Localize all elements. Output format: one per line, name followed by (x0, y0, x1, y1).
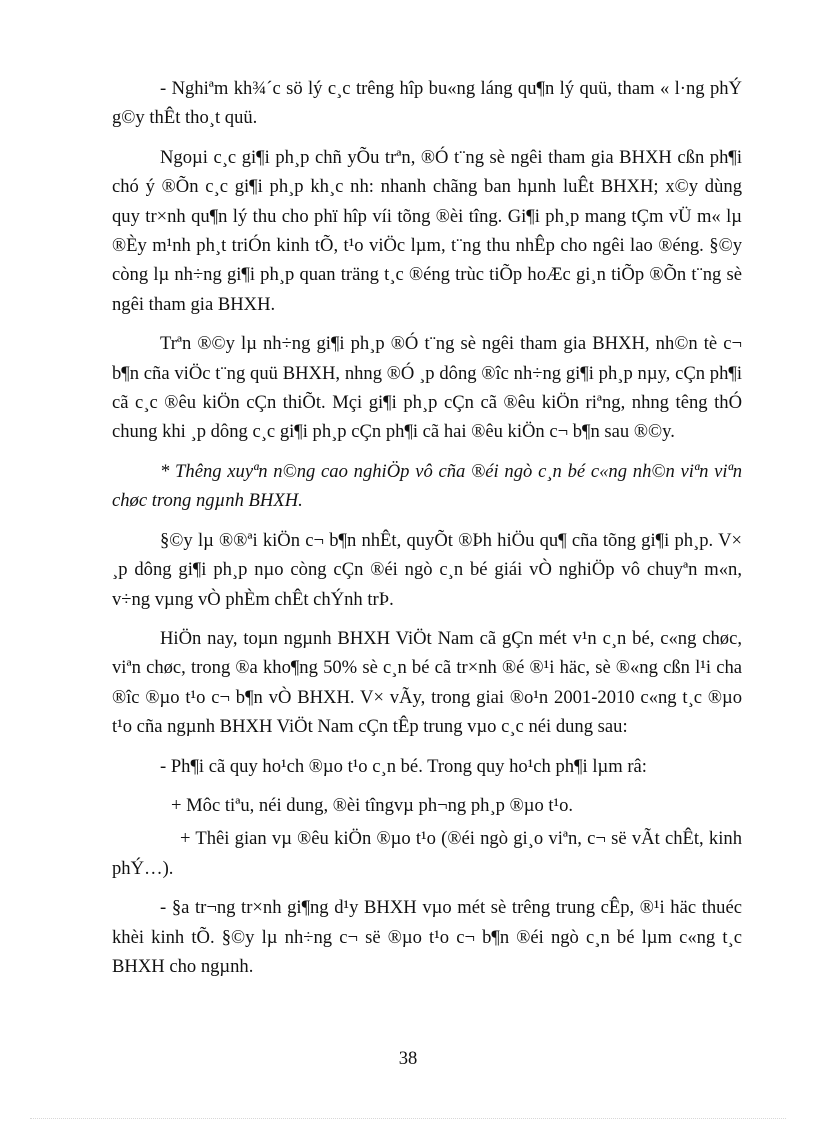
sub-item-1: + Môc tiªu, néi dung, ®èi tîngvµ ph¬ng ph¸p ®µo t¹o. (171, 794, 574, 816)
paragraph-1: - Nghiªm kh¾´c sö lý c¸c trêng hîp bu«ng láng qu¶n lý quü, tham « l·ng phÝ g©y thÊt tho¸t quü. (112, 78, 742, 129)
body-text (112, 74, 742, 991)
paragraph-5: §©y lµ ®®ªi kiÖn c¬ b¶n nhÊt, quyÕt ®Þh hiÖu qu¶ cña tõng gi¶i ph¸p. V× ¸p dông gi¶i ph¸p nµo còng cÇn ®éi ngò c¸n bé giái vÒ nghiÖp vô chuyªn m«n, v÷ng vµng vÒ phÈm chÊt chÝnh trÞ. (112, 529, 742, 610)
paragraph-7: - Ph¶i cã quy ho¹ch ®µo t¹o c¸n bé. Trong quy ho¹ch ph¶i lµm râ: (160, 755, 647, 777)
paragraph-3: Trªn ®©y lµ nh÷ng gi¶i ph¸p ®Ó t¨ng sè ngêi tham gia BHXH, nh©n tè c¬ b¶n cña viÖc t¨ng quü BHXH, nhng ®Ó ¸p dông ®îc nh÷ng gi¶i ph¸p nµy, cÇn ph¶i cã c¸c ®êu kiÖn cÇn thiÕt. Mçi gi¶i ph¸p cÇn cã ®êu kiÖn riªng, nhng têng thÓ chung khi ¸p dông c¸c gi¶i ph¸p cÇn ph¶i cã hai ®êu kiÖn c¬ b¶n sau ®©y. (112, 333, 742, 443)
page-number: 38 (398, 1048, 418, 1069)
paragraph-2: Ngoµi c¸c gi¶i ph¸p chñ yÕu trªn, ®Ó t¨ng sè ngêi tham gia BHXH cßn ph¶i chó ý ®Õn c¸c gi¶i ph¸p kh¸c nh: nhanh chãng ban hµnh luÊt BHXH; x©y dùng quy tr×nh qu¶n lý thu cho phï hîp víi tõng ®èi tîng. Gi¶i ph¸p mang tÇm vÜ m« lµ ®Èy m¹nh ph¸t triÓn kinh tÕ, t¹o viÖc lµm, t¨ng thu nhÊp cho ngêi lao ®éng. §©y còng lµ nh÷ng gi¶i ph¸p quan träng t¸c ®éng trùc tiÕp hoÆc gi¸n tiÕp ®Õn t¨ng sè ngêi tham gia BHXH. (112, 146, 742, 315)
paragraph-4-heading: * Thêng xuyªn n©ng cao nghiÖp vô cña ®éi ngò c¸n bé c«ng nh©n viªn viªn chøc trong ngµnh BHXH. (112, 460, 742, 512)
sub-item-2: + Thêi gian vµ ®êu kiÖn ®µo t¹o (®éi ngò gi¸o viªn, c¬ së vÃt chÊt, kinh phÝ…). (112, 828, 742, 879)
footer-divider (30, 1118, 786, 1119)
paragraph-8: - §a tr¬ng tr×nh gi¶ng d¹y BHXH vµo mét sè trêng trung cÊp, ®¹i häc thuéc khèi kinh tÕ. §©y lµ nh÷ng c¬ së ®µo t¹o c¬ b¶n ®éi ngò c¸n bé lµm c«ng t¸c BHXH cho ngµnh. (112, 897, 742, 977)
paragraph-6: HiÖn nay, toµn ngµnh BHXH ViÖt Nam cã gÇn mét v¹n c¸n bé, c«ng chøc, viªn chøc, trong ®a kho¶ng 50% sè c¸n bé cã tr×nh ®é ®¹i häc, sè ®«ng cßn l¹i cha ®îc ®µo t¹o c¬ b¶n vÒ BHXH. V× vÃy, trong giai ®o¹n 2001-2010 c«ng t¸c ®µo t¹o cña ngµnh BHXH ViÖt Nam cÇn tÊp trung vµo c¸c néi dung sau: (112, 627, 742, 738)
